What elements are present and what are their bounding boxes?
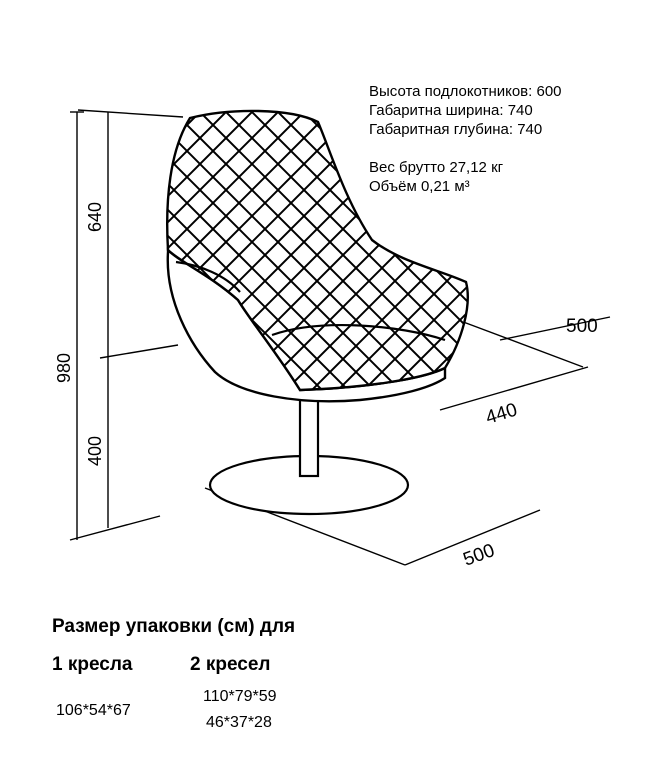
dim-total-height: 980 xyxy=(54,352,74,383)
quilt-line xyxy=(594,90,669,420)
chair-base xyxy=(210,392,408,514)
quilt-line xyxy=(542,90,669,420)
dim-seat-height: 400 xyxy=(85,435,105,466)
quilt-line xyxy=(0,90,40,420)
packaging-two-chairs-label: 2 кресел xyxy=(190,654,271,675)
spec-armrest-height: Высота подлокотников: 600 xyxy=(369,83,562,100)
quilt-line xyxy=(646,90,669,420)
quilt-line xyxy=(620,90,669,420)
quilt-line xyxy=(0,90,170,420)
quilt-line xyxy=(0,90,170,420)
dim-seat-width: 500 xyxy=(566,316,598,337)
quilt-line xyxy=(0,90,40,420)
quilt-line xyxy=(568,90,669,420)
dim-base-diameter: 500 xyxy=(460,540,498,571)
spec-gross-weight: Вес брутто 27,12 кг xyxy=(369,159,504,176)
packaging-one-chair-size: 106*54*67 xyxy=(56,702,131,719)
packaging-one-chair-label: 1 кресла xyxy=(52,654,133,675)
packaging-two-chairs-size-1: 110*79*59 xyxy=(203,688,277,705)
quilt-line xyxy=(0,90,14,420)
quilt-line xyxy=(542,90,669,420)
quilt-line xyxy=(0,90,92,420)
packaging-title: Размер упаковки (см) для xyxy=(52,616,296,637)
quilt-line xyxy=(0,90,92,420)
quilt-line xyxy=(0,90,14,420)
spec-volume: Объём 0,21 м³ xyxy=(369,178,470,195)
quilt-line xyxy=(646,90,669,420)
spec-overall-width: Габаритна ширина: 740 xyxy=(369,102,533,119)
dim-seat-depth: 440 xyxy=(483,399,520,429)
quilt-line xyxy=(0,90,196,420)
packaging-two-chairs-size-2: 46*37*28 xyxy=(206,714,272,731)
quilt-line xyxy=(594,90,669,420)
quilt-line xyxy=(568,90,669,420)
quilt-line xyxy=(620,90,669,420)
spec-overall-depth: Габаритная глубина: 740 xyxy=(369,121,543,138)
quilt-line xyxy=(0,90,196,420)
dim-back-height: 640 xyxy=(85,201,105,232)
